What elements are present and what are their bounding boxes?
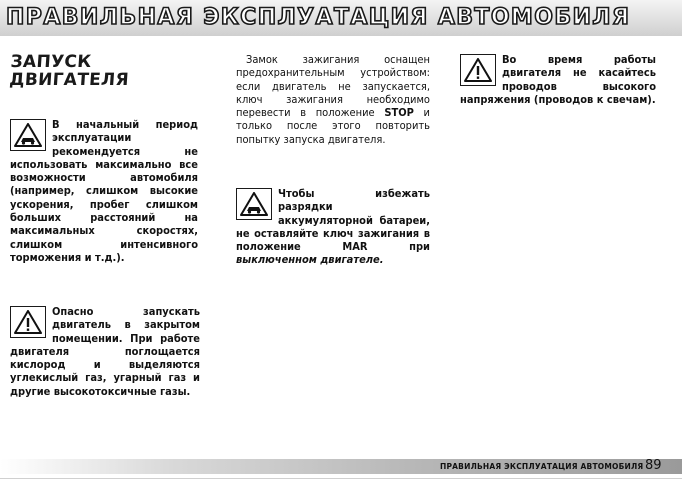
warning-battery-text: Чтобы избежать разрядки аккумуляторной батареи, не оставляйте ключ зажигания в положение MAR при bbox=[236, 187, 430, 254]
footer-section-title: ПРАВИЛЬНАЯ ЭКСПЛУАТАЦИЯ АВТОМОБИЛЯ bbox=[440, 462, 644, 471]
warning-initial-period-text: В начальный период эксплуатации рекомендуется не использовать максимально все возможности автомобиля (например, слишком высокие ускорения, пробег слишком больших расстояний на максимальных скоростях, слишком интенсивного торможения и т.д.). bbox=[10, 118, 198, 264]
page-header-title: ПРАВИЛЬНАЯ ЭКСПЛУАТАЦИЯ АВТОМОБИЛЯ bbox=[6, 5, 631, 30]
footer-divider bbox=[0, 478, 682, 479]
warning-closed-room bbox=[10, 305, 200, 398]
warning-triangle-icon bbox=[460, 54, 496, 86]
warning-initial-period bbox=[10, 118, 198, 264]
warning-high-voltage bbox=[460, 53, 656, 106]
stop-label: STOP bbox=[384, 106, 414, 120]
ignition-lock-text-2: и только после этого повторить попытку запуска двигателя. bbox=[236, 106, 430, 146]
ignition-lock-paragraph bbox=[236, 53, 430, 146]
car-warning-icon bbox=[236, 188, 272, 220]
section-title-line2: ДВИГАТЕЛЯ bbox=[8, 70, 130, 90]
section-title-line1: ЗАПУСК bbox=[9, 52, 93, 72]
car-warning-icon bbox=[10, 119, 46, 151]
ignition-lock-text-1: Замок зажигания оснащен предохранительным устройством: если двигатель не запускается, ключ зажигания необходимо перевести в положение bbox=[236, 53, 430, 120]
warning-high-voltage-text: Во время работы двигателя не касайтесь проводов высокого напряжения (проводов к свечам). bbox=[460, 53, 656, 106]
warning-battery-text-italic: выключенном двигателе. bbox=[236, 253, 384, 267]
warning-closed-room-text: Опасно запускать двигатель в закрытом помещении. При работе двигателя поглощается кислород и выделяются углекислый газ, угарный газ и другие высокотоксичные газы. bbox=[10, 305, 200, 398]
warning-battery bbox=[236, 187, 430, 267]
section-title bbox=[9, 53, 192, 89]
page-number: 89 bbox=[645, 458, 662, 473]
warning-triangle-icon bbox=[10, 306, 46, 338]
